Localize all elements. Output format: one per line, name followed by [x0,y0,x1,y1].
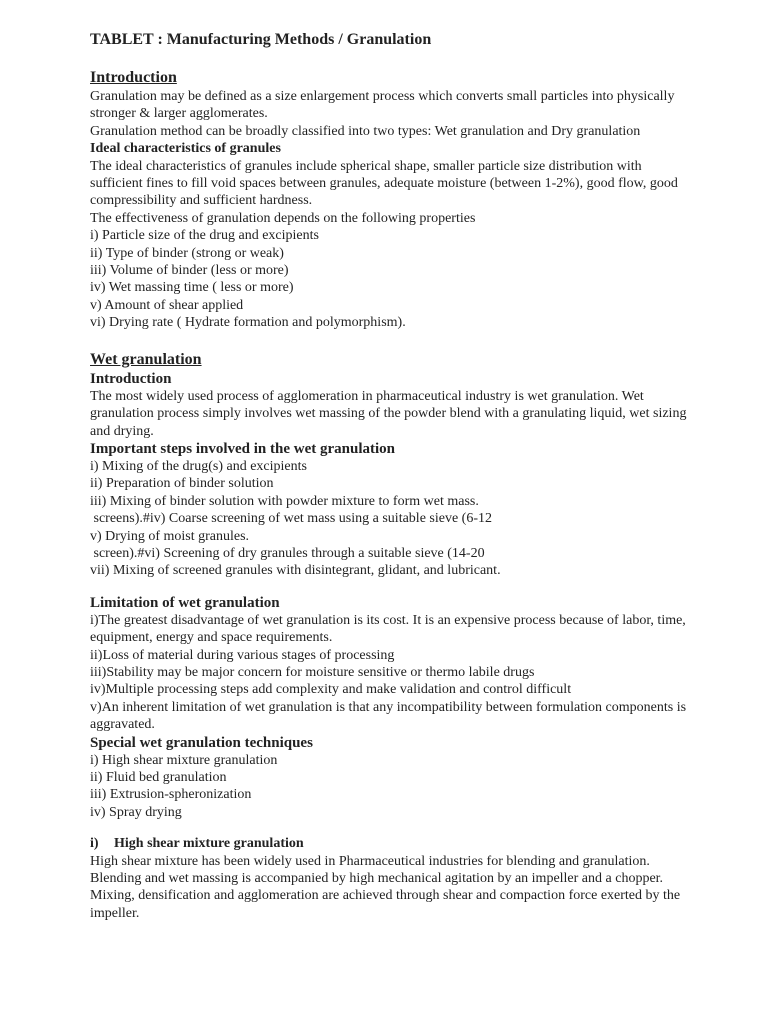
important-steps-heading: Important steps involved in the wet granulation [90,440,396,457]
list-item: iii) Extrusion-spheronization [90,787,252,803]
effectiveness-paragraph: The effectiveness of granulation depends on the following properties [90,210,476,226]
limitations-list [90,612,690,734]
high-shear-title: High shear mixture granulation [114,836,304,852]
intro-paragraph-2: Granulation method can be broadly classified into two types: Wet granulation and Dry granulation [90,123,641,139]
list-item: i) High shear mixture granulation [90,752,278,768]
ideal-characteristics-heading: Ideal characteristics of granules [90,141,281,157]
list-item: ii) Fluid bed granulation [90,770,227,785]
limitation-heading: Limitation of wet granulation [90,594,280,611]
special-techniques-list [90,752,690,822]
special-techniques-heading: Special wet granulation techniques [90,734,313,751]
list-item: ii) Type of binder (strong or weak) [90,245,284,261]
wet-intro-paragraph: The most widely used process of agglomeration in pharmaceutical industry is wet granulation. Wet granulation process simply involves wet massing of the powder blend with a granulating liquid, wet sizing and drying. [90,388,687,439]
list-item: vi) Drying rate ( Hydrate formation and polymorphism). [90,315,406,331]
high-shear-paragraph: High shear mixture has been widely used in Pharmaceutical industries for blending and granulation. Blending and wet massing is accompanied by high mechanical agitation by an impeller and a chopper. Mixing, densification and agglomeration are achieved through shear and compaction force exerted by the impeller. [90,853,681,921]
list-item: v) Amount of shear applied [90,297,244,313]
list-item: iii) Mixing of binder solution with powder mixture to form wet mass. [90,493,479,509]
list-item: iv) Wet massing time ( less or more) [90,280,294,296]
high-shear-number: i) [90,836,99,852]
list-item: ii) Preparation of binder solution [90,476,274,492]
wet-granulation-heading: Wet granulation [90,350,202,368]
list-item: i) Mixing of the drug(s) and excipients [90,458,307,474]
list-item: vii) Mixing of screened granules with disintegrant, glidant, and lubricant. [90,563,501,579]
intro-heading: Introduction [90,69,177,86]
steps-list [90,458,690,580]
list-item: i)The greatest disadvantage of wet granulation is its cost. It is an expensive process because of labor, time, equipment, energy and space requirements. [90,612,686,646]
document-page [90,30,690,922]
list-item: iv) Spray drying [90,804,182,820]
list-item: screens).#iv) Coarse screening of wet mass using a suitable sieve (6-12 [90,511,492,527]
list-item: screen).#vi) Screening of dry granules through a suitable sieve (14-20 [90,545,485,561]
list-item: iv)Multiple processing steps add complexity and make validation and control difficult [90,682,572,698]
list-item: iii)Stability may be major concern for moisture sensitive or thermo labile drugs [90,664,535,680]
wet-intro-subheading: Introduction [90,370,172,387]
list-item: i) Particle size of the drug and excipients [90,228,319,244]
list-item: v) Drying of moist granules. [90,528,250,544]
list-item: ii)Loss of material during various stages of processing [90,647,395,663]
intro-paragraph-1: Granulation may be defined as a size enlargement process which converts small particles into physically stronger & larger agglomerates. [90,89,675,122]
high-shear-heading [90,835,690,852]
ideal-characteristics-paragraph: The ideal characteristics of granules include spherical shape, smaller particle size distribution with sufficient fines to fill void spaces between granules, adequate moisture (between 1-2%), good flow, good compressibility and sufficient hardness. [90,158,678,209]
list-item: v)An inherent limitation of wet granulation is that any incompatibility between formulation components is aggravated. [90,699,687,733]
document-title: TABLET : Manufacturing Methods / Granulation [90,31,432,48]
list-item: iii) Volume of binder (less or more) [90,263,289,279]
properties-list [90,227,690,331]
